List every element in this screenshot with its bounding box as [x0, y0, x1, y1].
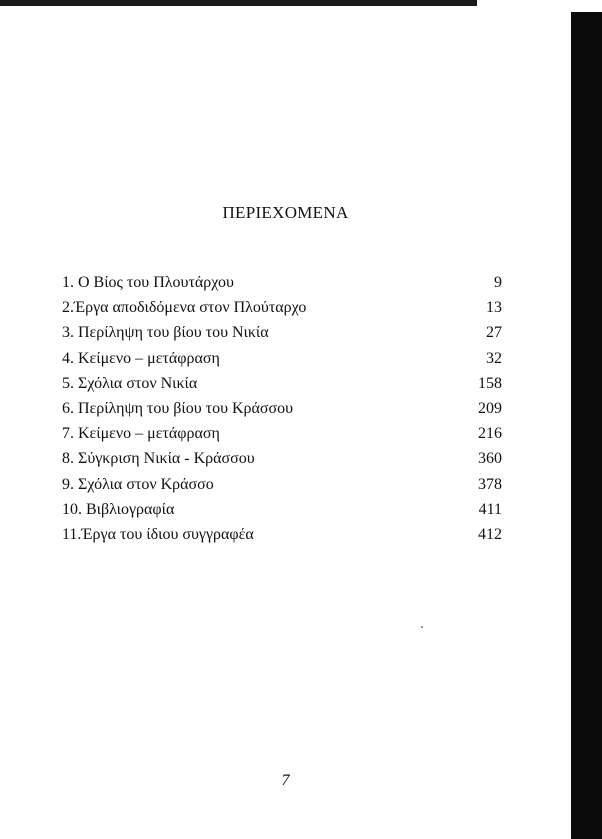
toc-entry-page: 32 — [486, 349, 502, 367]
toc-entry — [62, 396, 502, 421]
toc-entry-page: 27 — [486, 324, 502, 342]
toc-entry-page: 209 — [478, 399, 502, 417]
toc-entry — [62, 472, 502, 497]
toc-entry-page: 13 — [486, 299, 502, 317]
toc-entry-title: 6. Περίληψη του βίου του Κράσσου — [62, 399, 294, 417]
toc-entry-page: 411 — [478, 500, 502, 518]
scan-binding-shadow — [571, 12, 602, 839]
toc-entry-title: 9. Σχόλια στον Κράσσο — [62, 475, 214, 493]
toc-entry-title: 10. Βιβλιογραφία — [62, 500, 175, 518]
toc-entry — [62, 421, 502, 446]
toc-entry — [62, 270, 502, 295]
toc-entry-page: 412 — [478, 525, 502, 543]
toc-entry-page: 378 — [478, 475, 502, 493]
page-title: ΠΕΡΙΕΧΟΜΕΝΑ — [222, 203, 349, 222]
toc-entry-page: 9 — [494, 274, 502, 291]
page-number: 7 — [281, 772, 290, 789]
scan-speck — [421, 626, 423, 628]
top-edge-rule — [0, 0, 477, 6]
toc-entry — [62, 346, 502, 371]
toc-entry — [62, 446, 502, 471]
toc-entry-page: 360 — [478, 450, 502, 468]
table-of-contents — [62, 270, 502, 547]
toc-entry-title: 3. Περίληψη του βίου του Νικία — [62, 324, 269, 342]
toc-entry-title: 5. Σχόλια στον Νικία — [62, 374, 198, 392]
toc-entry-title: 1. Ο Βίος του Πλουτάρχου — [62, 274, 234, 291]
toc-entry — [62, 497, 502, 522]
toc-entry — [62, 295, 502, 320]
toc-entry — [62, 320, 502, 345]
toc-entry-title: 2.Έργα αποδιδόμενα στον Πλούταρχο — [62, 299, 307, 317]
toc-entry-title: 11.Έργα του ίδιου συγγραφέα — [62, 525, 254, 543]
toc-entry-title: 7. Κείμενο – μετάφραση — [62, 425, 220, 443]
toc-entry-title: 4. Κείμενο – μετάφραση — [62, 349, 220, 367]
toc-entry-title: 8. Σύγκριση Νικία - Κράσσου — [62, 450, 255, 468]
toc-entry — [62, 371, 502, 396]
toc-entry-page: 216 — [478, 425, 502, 443]
toc-entry — [62, 522, 502, 547]
toc-entry-page: 158 — [478, 374, 502, 392]
